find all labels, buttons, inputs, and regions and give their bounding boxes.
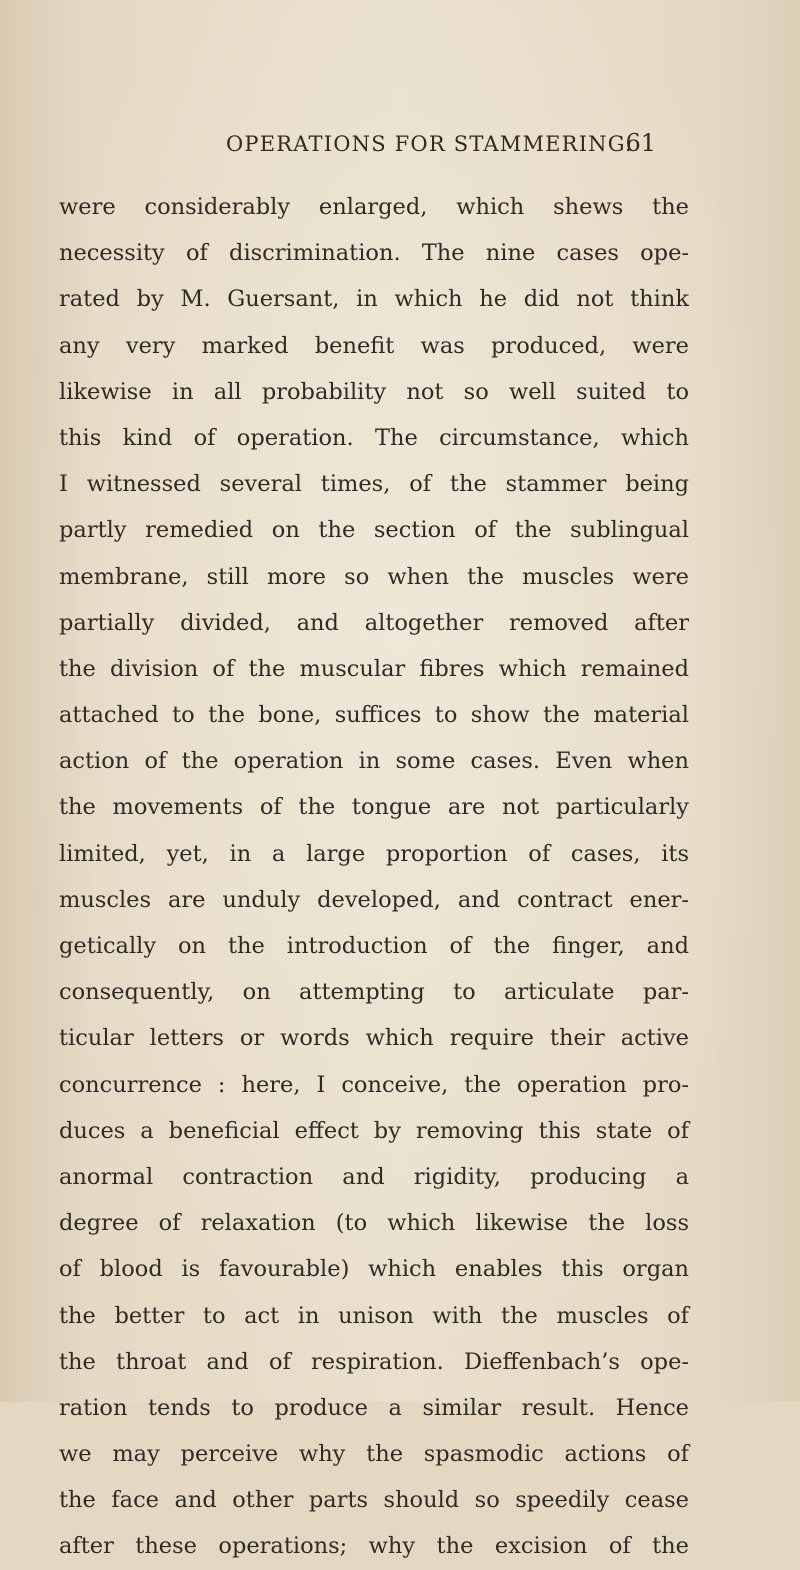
text-line: of blood is favourable) which enables this organ — [59, 1256, 689, 1283]
text-line: the face and other parts should so speedily cease — [59, 1487, 689, 1514]
text-line: ration tends to produce a similar result. Hence — [59, 1394, 689, 1421]
text-line: I witnessed several times, of the stammer being — [59, 471, 689, 498]
text-line: anormal contraction and rigidity, producing a — [59, 1163, 689, 1190]
text-line: partly remedied on the section of the sublingual — [59, 517, 689, 544]
text-line: membrane, still more so when the muscles were — [59, 563, 689, 590]
text-line: necessity of discrimination. The nine cases ope- — [59, 240, 689, 267]
text-line: the division of the muscular fibres which remained — [59, 655, 689, 682]
text-line: limited, yet, in a large proportion of cases, its — [59, 840, 689, 867]
page-number: 61 — [625, 129, 656, 157]
running-title: OPERATIONS FOR STAMMERING. — [226, 132, 633, 156]
text-line: after these operations; why the excision of the — [59, 1533, 689, 1560]
text-line: action of the operation in some cases. Even when — [59, 748, 689, 775]
text-line: ticular letters or words which require their active — [59, 1025, 689, 1052]
text-line: we may perceive why the spasmodic actions of — [59, 1441, 689, 1468]
text-line: were considerably enlarged, which shews the — [59, 194, 689, 220]
text-line: duces a beneficial effect by removing this state of — [59, 1117, 689, 1144]
text-line: the throat and of respiration. Dieffenbach’s ope- — [59, 1348, 689, 1375]
text-line: attached to the bone, suffices to show the material — [59, 702, 689, 729]
text-line: concurrence : here, I conceive, the operation pro- — [59, 1071, 689, 1098]
body-text — [59, 184, 689, 1570]
text-line: consequently, on attempting to articulate par- — [59, 979, 689, 1006]
text-line: the better to act in unison with the muscles of — [59, 1302, 689, 1329]
text-line: degree of relaxation (to which likewise the loss — [59, 1210, 689, 1237]
page-header — [226, 129, 656, 162]
text-line: rated by M. Guersant, in which he did not think — [59, 286, 689, 313]
text-line: getically on the introduction of the finger, and — [59, 933, 689, 959]
text-line: any very marked benefit was produced, were — [59, 332, 689, 359]
text-line: likewise in all probability not so well suited to — [59, 378, 689, 405]
text-line: this kind of operation. The circumstance, which — [59, 424, 689, 451]
text-line: partially divided, and altogether removed after — [59, 609, 689, 636]
text-line: the movements of the tongue are not particularly — [59, 794, 689, 821]
text-line: muscles are unduly developed, and contract ener- — [59, 886, 689, 913]
